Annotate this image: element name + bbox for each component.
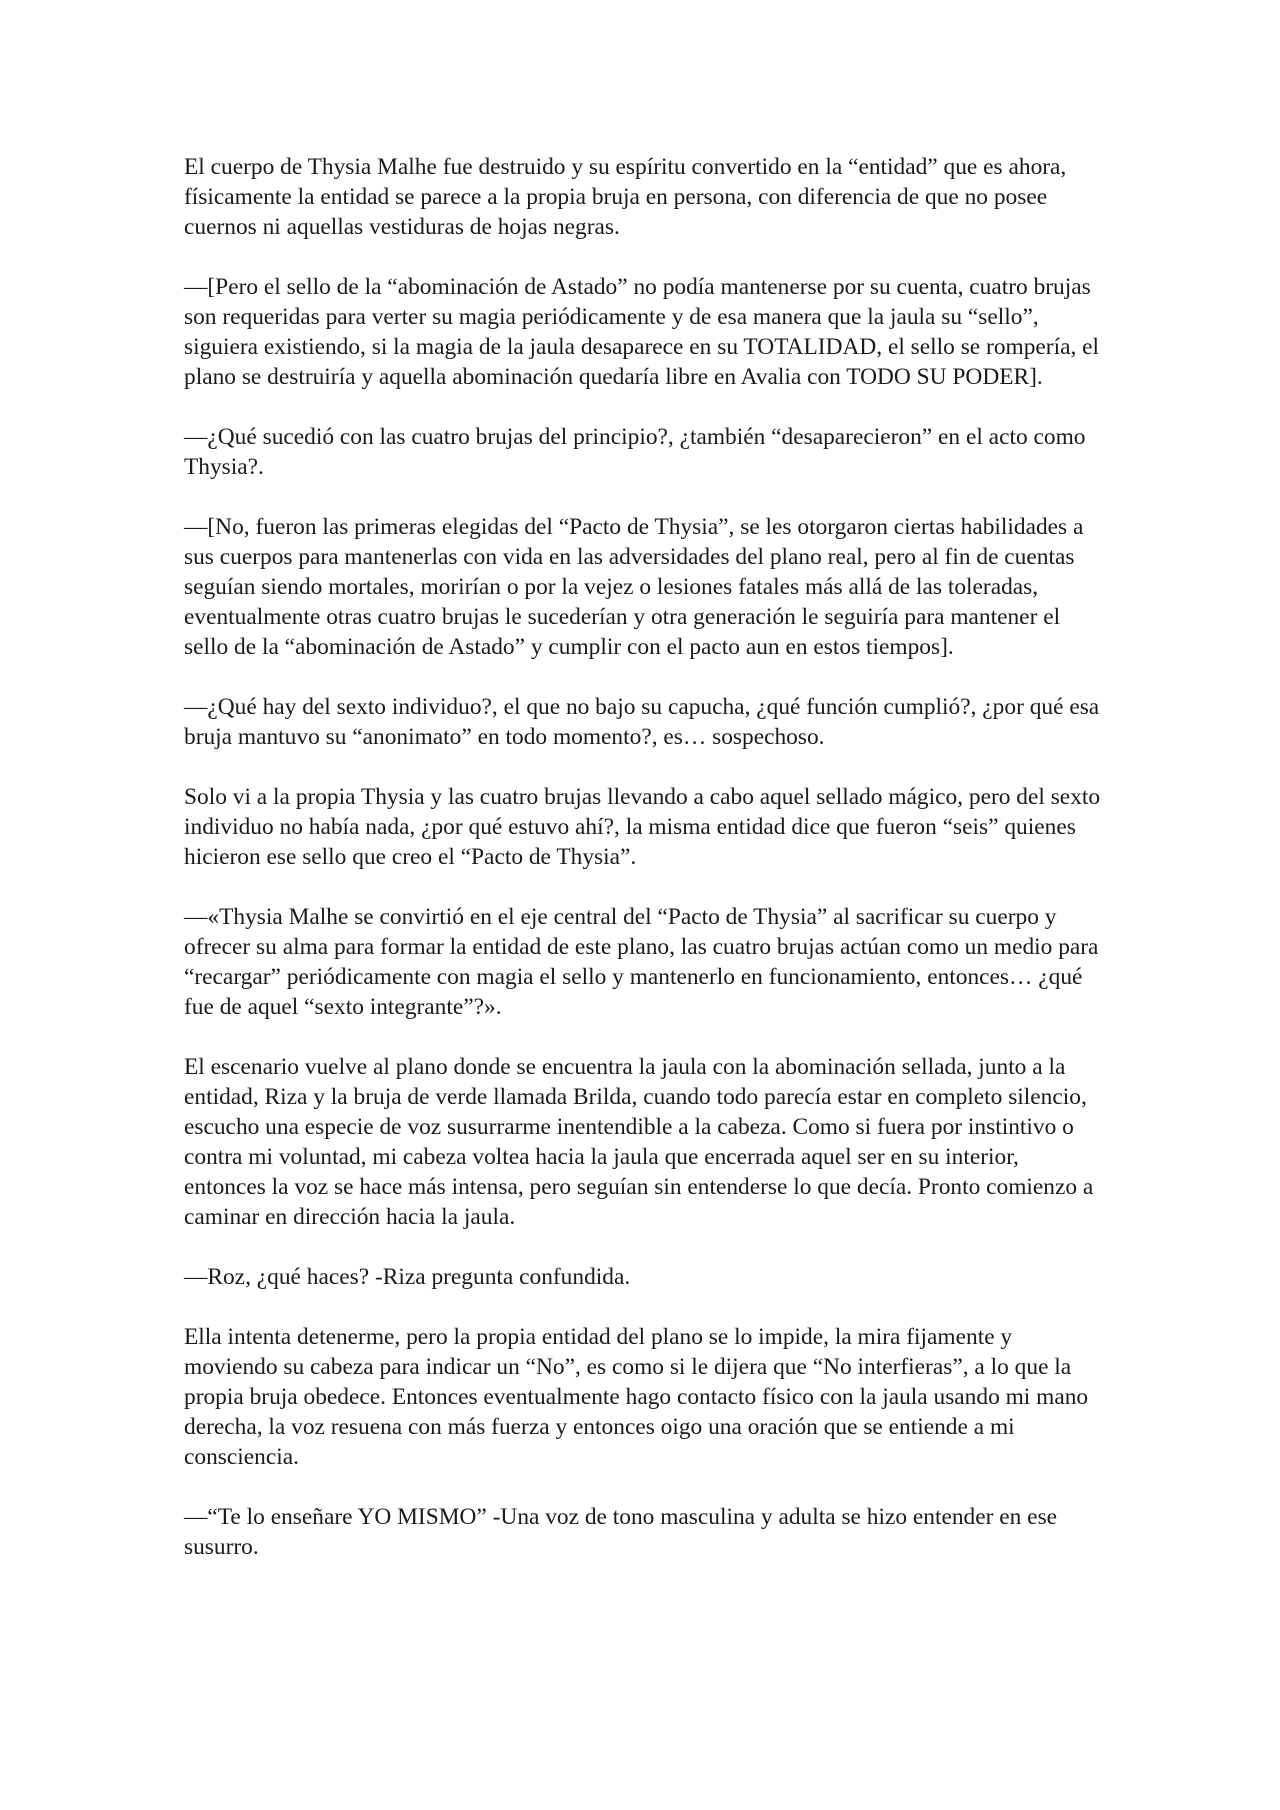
paragraph: El cuerpo de Thysia Malhe fue destruido y su espíritu convertido en la “entidad” que es ahora, físicamente la entidad se parece a la propia bruja en persona, con diferencia de que no posee cuernos ni aquellas vestiduras de hojas negras. <box>184 154 1067 240</box>
paragraph: —¿Qué hay del sexto individuo?, el que no bajo su capucha, ¿qué función cumplió?, ¿por qué esa bruja mantuvo su “anonimato” en todo momento?, es… sospechoso. <box>184 694 1100 750</box>
paragraph: —[No, fueron las primeras elegidas del “Pacto de Thysia”, se les otorgaron ciertas habilidades a sus cuerpos para mantenerlas con vida en las adversidades del plano real, pero al fin de cuentas seguían siendo mortales, morirían o por la vejez o lesiones fatales más allá de las toleradas, eventualmente otras cuatro brujas le sucederían y otra generación le seguiría para mantener el sello de la “abominación de Astado” y cumplir con el pacto aun en estos tiempos]. <box>184 514 1084 660</box>
paragraph: —Roz, ¿qué haces? -Riza pregunta confundida. <box>184 1264 631 1290</box>
paragraph: —[Pero el sello de la “abominación de Astado” no podía mantenerse por su cuenta, cuatro brujas son requeridas para verter su magia periódicamente y de esa manera que la jaula su “sello”, siguiera existiendo, si la magia de la jaula desaparece en su TOTALIDAD, el sello se rompería, el plano se destruiría y aquella abominación quedaría libre en Avalia con TODO SU PODER]. <box>184 274 1100 390</box>
paragraph: El escenario vuelve al plano donde se encuentra la jaula con la abominación sellada, junto a la entidad, Riza y la bruja de verde llamada Brilda, cuando todo parecía estar en completo silencio, escucho una especie de voz susurrarme inentendible a la cabeza. Como si fuera por instintivo o contra mi voluntad, mi cabeza voltea hacia la jaula que encerrada aquel ser en su interior, entonces la voz se hace más intensa, pero seguían sin entenderse lo que decía. Pronto comienzo a caminar en dirección hacia la jaula. <box>184 1054 1094 1230</box>
paragraph: Solo vi a la propia Thysia y las cuatro brujas llevando a cabo aquel sellado mágico, pero del sexto individuo no había nada, ¿por qué estuvo ahí?, la misma entidad dice que fueron “seis” quienes hicieron ese sello que creo el “Pacto de Thysia”. <box>184 784 1101 870</box>
paragraph: —“Te lo enseñare YO MISMO” -Una voz de tono masculina y adulta se hizo entender en ese susurro. <box>184 1504 1058 1560</box>
paragraph: —«Thysia Malhe se convirtió en el eje central del “Pacto de Thysia” al sacrificar su cuerpo y ofrecer su alma para formar la entidad de este plano, las cuatro brujas actúan como un medio para “recargar” periódicamente con magia el sello y mantenerlo en funcionamiento, entonces… ¿qué fue de aquel “sexto integrante”?». <box>184 904 1099 1020</box>
document-body <box>184 152 1104 1562</box>
paragraph: Ella intenta detenerme, pero la propia entidad del plano se lo impide, la mira fijamente y moviendo su cabeza para indicar un “No”, es como si le dijera que “No interfieras”, a lo que la propia bruja obedece. Entonces eventualmente hago contacto físico con la jaula usando mi mano derecha, la voz resuena con más fuerza y entonces oigo una oración que se entiende a mi consciencia. <box>184 1324 1089 1470</box>
paragraph: —¿Qué sucedió con las cuatro brujas del principio?, ¿también “desaparecieron” en el acto como Thysia?. <box>184 424 1086 480</box>
